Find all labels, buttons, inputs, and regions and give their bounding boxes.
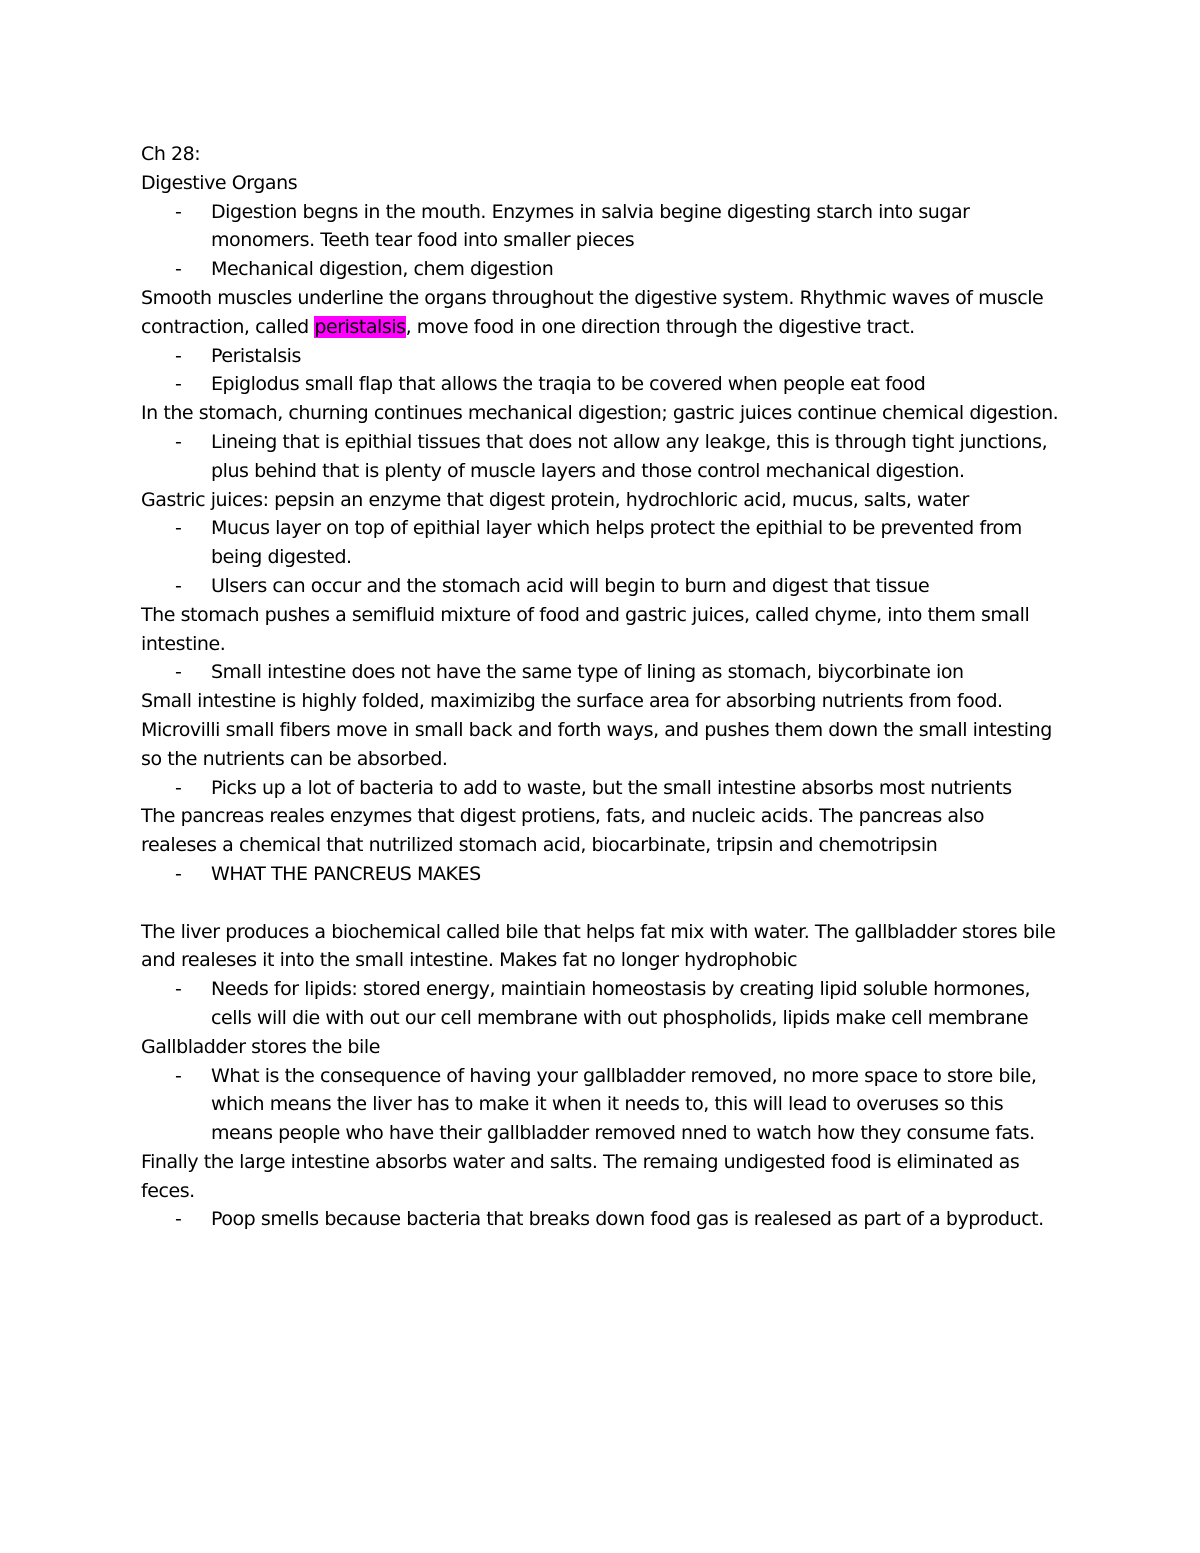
bullet-dash: -: [175, 517, 182, 540]
list-item-text: Lineing that is epithial tissues that does not allow any leakge, this is through tight junctions, plus behind that is plenty of muscle layers and those control mechanical digestion.: [211, 430, 1048, 482]
list-item: [175, 514, 1061, 572]
document-body: [141, 140, 1061, 1234]
list-item-text: Ulsers can occur and the stomach acid will begin to burn and digest that tissue: [211, 574, 930, 597]
bullet-dash: -: [175, 574, 182, 597]
paragraph-gallbladder: Gallbladder stores the bile: [141, 1035, 380, 1058]
paragraph-liver: The liver produces a biochemical called bile that helps fat mix with water. The gallbladder stores bile and realeses it into the small intestine. Makes fat no longer hydrophobic: [141, 920, 1056, 972]
bullet-dash: -: [175, 373, 182, 396]
highlighted-term: peristalsis: [314, 315, 406, 338]
list-item-text: Mucus layer on top of epithial layer which helps protect the epithial to be prevented from being digested.: [211, 517, 1022, 569]
list-item-text: Epiglodus small flap that allows the traqia to be covered when people eat food: [211, 373, 926, 396]
bullet-dash: -: [175, 776, 182, 799]
chapter-heading: Ch 28:: [141, 143, 201, 165]
list-item: [175, 370, 1061, 399]
list-item: [175, 1205, 1061, 1234]
paragraph-large-intestine: Finally the large intestine absorbs water and salts. The remaing undigested food is eliminated as feces.: [141, 1150, 1020, 1202]
blank-line: [141, 889, 1061, 918]
list-item: [175, 572, 1061, 601]
paragraph-stomach: In the stomach, churning continues mechanical digestion; gastric juices continue chemical digestion.: [141, 402, 1059, 425]
list-item-text: Digestion begns in the mouth. Enzymes in salvia begine digesting starch into sugar monomers. Teeth tear food into smaller pieces: [211, 200, 970, 252]
list-item: [175, 860, 1061, 889]
paragraph-text: Smooth muscles underline the organs throughout the digestive system. Rhythmic waves of muscle contraction, called: [141, 286, 1044, 338]
paragraph-gastric-juices: Gastric juices: pepsin an enzyme that digest protein, hydrochloric acid, mucus, salts, water: [141, 488, 969, 511]
bullet-dash: -: [175, 430, 182, 453]
paragraph-chyme: The stomach pushes a semifluid mixture of food and gastric juices, called chyme, into them small intestine.: [141, 603, 1030, 655]
list-item-text: Peristalsis: [211, 344, 301, 367]
paragraph-peristalsis: [141, 284, 1061, 342]
bullet-dash: -: [175, 200, 182, 223]
paragraph-text: , move food in one direction through the digestive tract.: [405, 315, 915, 338]
list-item-text: Needs for lipids: stored energy, maintiain homeostasis by creating lipid soluble hormones, cells will die with out our cell membrane with out phospholids, lipids make cell membrane: [211, 978, 1031, 1029]
bullet-dash: -: [175, 258, 182, 281]
list-item: [175, 342, 1061, 371]
bullet-dash: -: [175, 1208, 182, 1231]
list-item: [175, 255, 1061, 284]
list-item: [175, 198, 1061, 256]
bullet-dash: -: [175, 978, 182, 1001]
list-item: [175, 975, 1061, 1033]
list-item: [175, 774, 1061, 803]
list-item-text: Poop smells because bacteria that breaks down food gas is realesed as part of a byproduct.: [211, 1208, 1044, 1231]
bullet-dash: -: [175, 661, 182, 684]
paragraph-pancreas: The pancreas reales enzymes that digest protiens, fats, and nucleic acids. The pancreas also realeses a chemical that nutrilized stomach acid, biocarbinate, tripsin and chemotripsin: [141, 805, 985, 857]
list-item-text: Small intestine does not have the same type of lining as stomach, biycorbinate ion: [211, 661, 964, 684]
bullet-dash: -: [175, 344, 182, 367]
list-item-text: WHAT THE PANCREUS MAKES: [211, 862, 481, 885]
list-item-text: What is the consequence of having your gallbladder removed, no more space to store bile, which means the liver has to make it when it needs to, this will lead to overuses so this means people who have their gallbladder removed nned to watch how they consume fats.: [211, 1064, 1037, 1145]
list-item-text: Mechanical digestion, chem digestion: [211, 258, 554, 281]
bullet-dash: -: [175, 862, 182, 885]
list-item-text: Picks up a lot of bacteria to add to waste, but the small intestine absorbs most nutrients: [211, 776, 1012, 799]
bullet-dash: -: [175, 1064, 182, 1087]
paragraph-small-intestine: Small intestine is highly folded, maximizibg the surface area for absorbing nutrients from food. Microvilli small fibers move in small back and forth ways, and pushes them down the small intesting so the nutrients can be absorbed.: [141, 690, 1052, 770]
list-item: [175, 428, 1061, 486]
list-item: [175, 1062, 1061, 1148]
list-item: [175, 658, 1061, 687]
section-title: Digestive Organs: [141, 171, 298, 194]
